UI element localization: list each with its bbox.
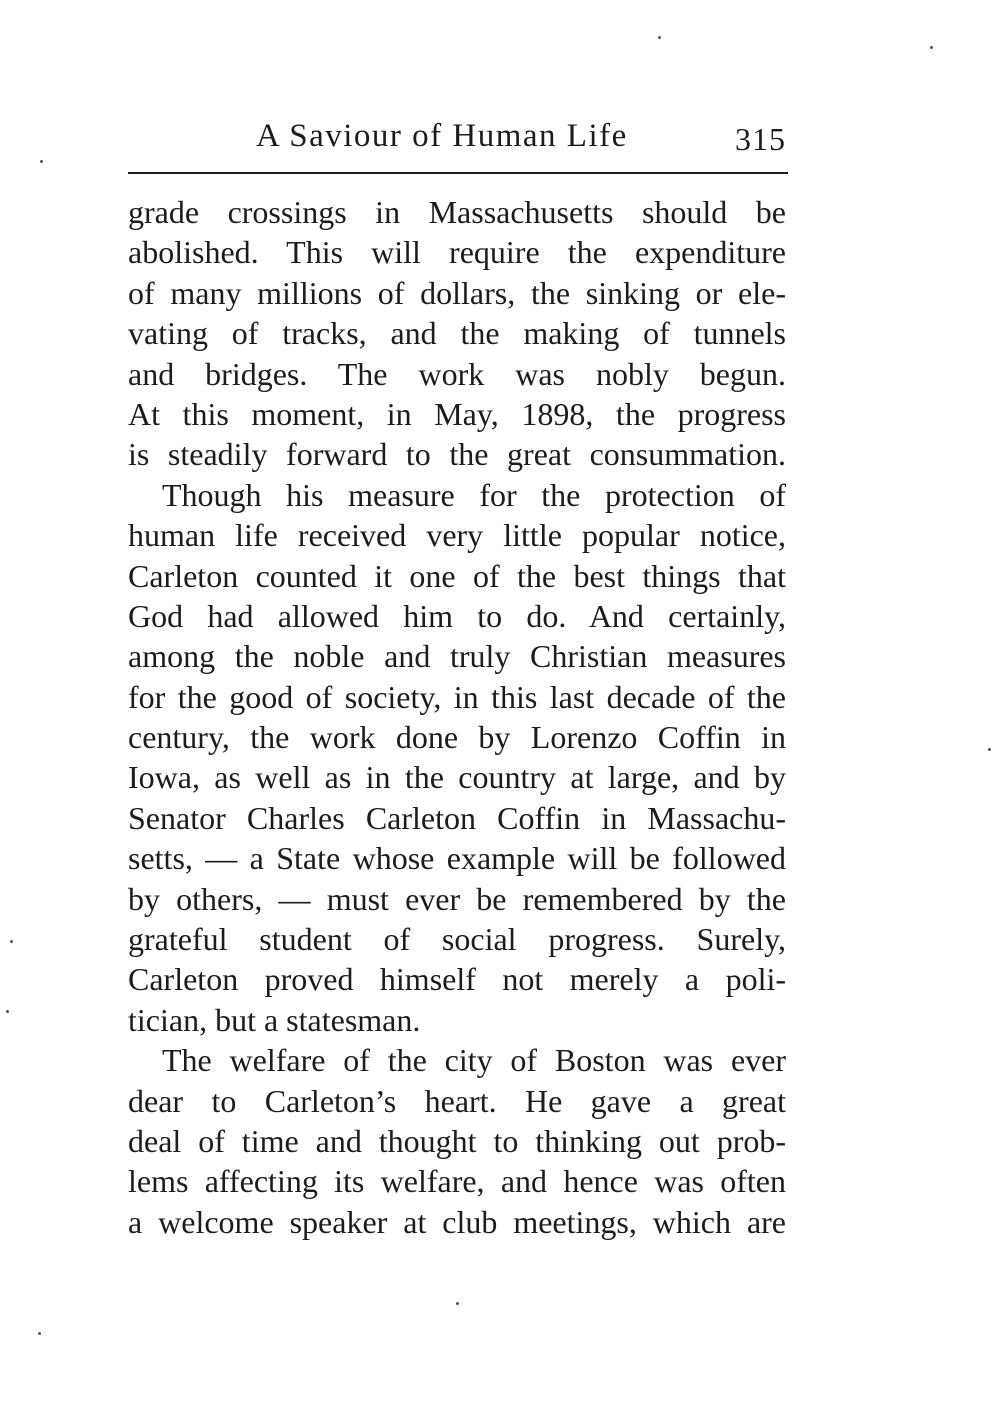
scan-speck (456, 1302, 459, 1305)
scan-speck (930, 46, 933, 49)
text-line: setts, — a State whose example will be followed (128, 840, 786, 877)
text-line: grateful student of social progress. Surely, (128, 921, 786, 958)
text-line: Carleton proved himself not merely a poli- (128, 961, 786, 998)
text-line: grade crossings in Massachusetts should be (128, 194, 786, 230)
paragraph-first-line: Though his measure for the protection of (162, 476, 786, 513)
text-line: God had allowed him to do. And certainly, (128, 597, 786, 634)
text-line: dear to Carleton’s heart. He gave a great (128, 1082, 786, 1119)
running-header (128, 118, 788, 174)
text-line: among the noble and truly Christian measures (128, 638, 786, 675)
text-line: century, the work done by Lorenzo Coffin in (128, 719, 786, 756)
text-line: At this moment, in May, 1898, the progress (128, 395, 786, 432)
text-line: and bridges. The work was nobly begun. (128, 355, 786, 392)
text-line: by others, — must ever be remembered by the (128, 880, 786, 917)
text-line: human life received very little popular notice, (128, 517, 786, 554)
text-line: abolished. This will require the expenditure (128, 234, 786, 271)
paragraph-last-line: tician, but a statesman. (128, 1001, 421, 1038)
scan-speck (10, 940, 13, 943)
paragraph-first-line: The welfare of the city of Boston was ever (162, 1042, 786, 1079)
text-line: vating of tracks, and the making of tunnels (128, 315, 786, 352)
text-line: Iowa, as well as in the country at large, and by (128, 759, 786, 796)
text-line: is steadily forward to the great consummation. (128, 436, 786, 473)
text-line: Carleton counted it one of the best things that (128, 557, 786, 594)
text-line: for the good of society, in this last decade of the (128, 678, 786, 715)
scan-speck (988, 748, 991, 751)
scan-speck (40, 160, 43, 163)
body-text (128, 192, 786, 1242)
text-line: deal of time and thought to thinking out prob- (128, 1122, 786, 1159)
text-line: a welcome speaker at club meetings, which are (128, 1203, 786, 1240)
page-number: 315 (735, 121, 786, 157)
text-line: lems affecting its welfare, and hence was often (128, 1163, 786, 1200)
scan-speck (6, 1010, 9, 1013)
scan-speck (38, 1332, 41, 1335)
text-line: of many millions of dollars, the sinking or ele- (128, 274, 786, 311)
running-title: A Saviour of Human Life (256, 118, 628, 154)
scan-speck (658, 36, 661, 39)
text-line: Senator Charles Carleton Coffin in Massachu- (128, 799, 786, 836)
